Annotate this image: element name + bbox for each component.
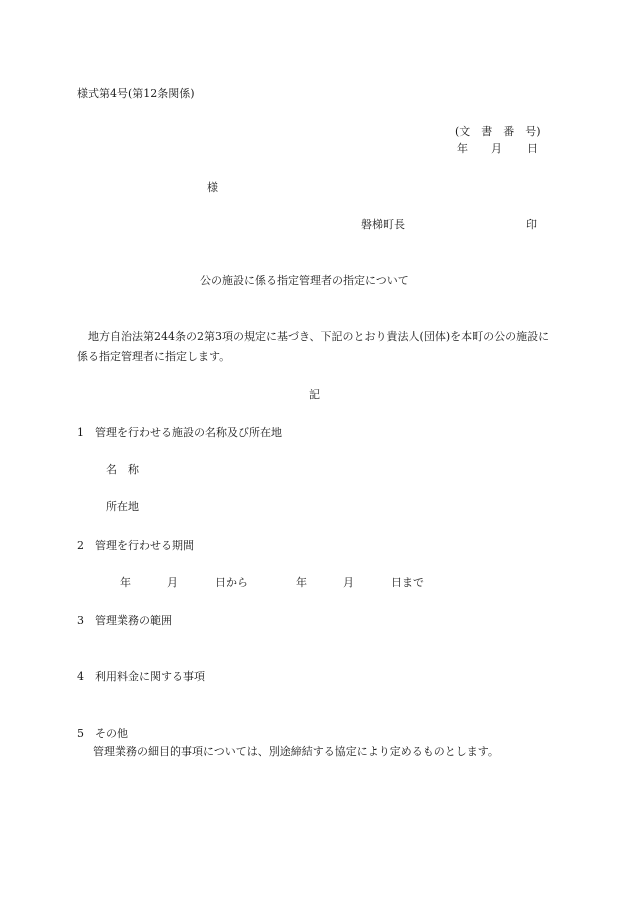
period-from-day: 日から bbox=[215, 576, 248, 589]
section-5-heading: 5 その他 bbox=[77, 727, 128, 740]
sender-name: 磐梯町長 bbox=[361, 218, 405, 231]
period-from-year: 年 bbox=[120, 576, 131, 589]
seal-mark: 印 bbox=[526, 218, 537, 231]
period-to-month: 月 bbox=[343, 576, 354, 589]
date-day: 日 bbox=[527, 142, 538, 155]
facility-location-label: 所在地 bbox=[106, 500, 139, 513]
section-5-text: 管理業務の細目的事項については、別途締結する協定により定めるものとします。 bbox=[93, 745, 499, 758]
period-from-month: 月 bbox=[167, 576, 178, 589]
period-to-day: 日まで bbox=[391, 576, 424, 589]
section-4-heading: 4 利用料金に関する事項 bbox=[77, 670, 205, 683]
section-2-heading: 2 管理を行わせる期間 bbox=[77, 539, 194, 552]
ki-marker: 記 bbox=[309, 388, 320, 401]
body-paragraph: 地方自治法第244条の2第3項の規定に基づき、下記のとおり貴法人(団体)を本町の公の施設に係る指定管理者に指定します。 bbox=[77, 330, 550, 363]
date-month: 月 bbox=[491, 142, 502, 155]
section-1-heading: 1 管理を行わせる施設の名称及び所在地 bbox=[77, 426, 282, 439]
form-number: 様式第4号(第12条関係) bbox=[77, 87, 195, 100]
date-year: 年 bbox=[457, 142, 468, 155]
facility-name-label: 名 称 bbox=[106, 463, 139, 476]
document-number: (文 書 番 号) bbox=[455, 125, 541, 138]
period-to-year: 年 bbox=[296, 576, 307, 589]
document-title: 公の施設に係る指定管理者の指定について bbox=[200, 274, 409, 287]
recipient-honorific: 様 bbox=[207, 181, 218, 194]
section-3-heading: 3 管理業務の範囲 bbox=[77, 614, 172, 627]
